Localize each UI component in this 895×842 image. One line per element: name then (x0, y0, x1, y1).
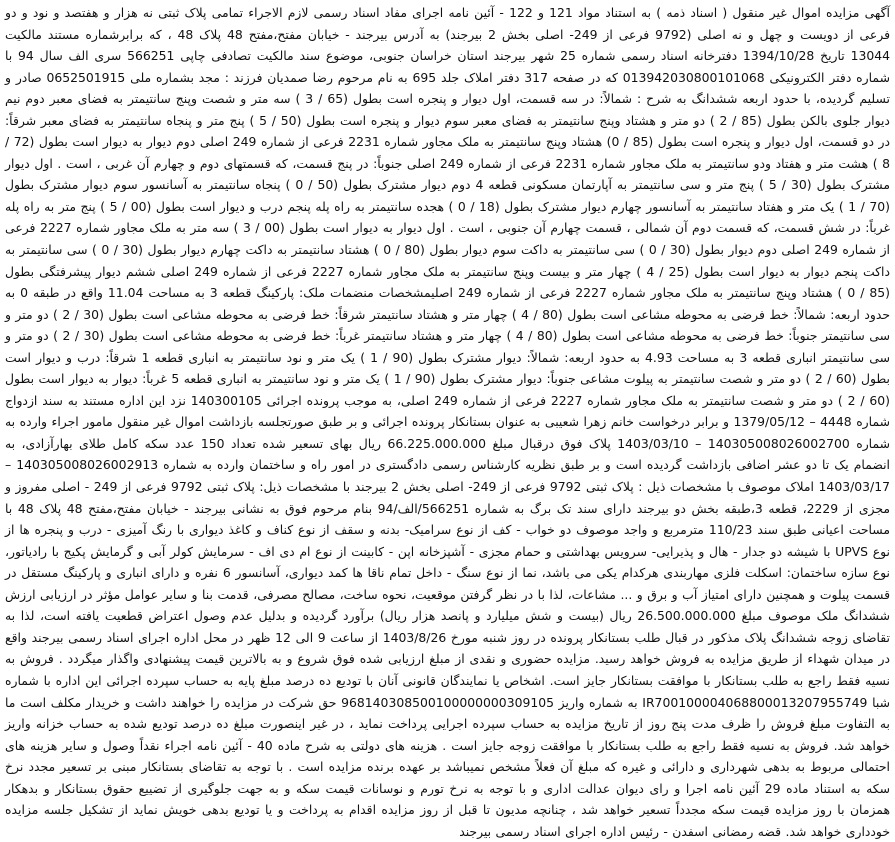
notice-body-text: آگهی مزایده اموال غیر منقول ( اسناد ذمه ) به استناد مواد 121 و 122 - آئین نامه اجرای مفاد اسناد رسمی لازم الاجراء تمامی پلاک ثبتی نه هزار و هفتصد و نود و دو فرعی از دویست و چهل و نه اصلی (9792 فرعی از 249- اصلی بخش 2 بیرجند) به آدرس بیرجند - خیابان مفتح،مفتح 48 پلاک 48 ، که برابرشماره مستند مالکیت 13044 تاریخ 1394/10/28 دفترخانه اسناد رسمی شماره 25 شهر بیرجند استان خراسان جنوبی، موضوع سند مالکیت تصادفی چاپی 566251 سری الف سال 94 با شماره دفتر الکترونیکی 013942030800101068 که در صفحه 317 دفتر املاک جلد 695 به نام مرحوم رضا صمدیان فرزند : مجد بشماره ملی 0652501915 صادر و تسلیم گردیده، با حدود اربعه ششدانگ به شرح : شمالاً: در سه قسمت، اول دیوار و پنجره است بطول (65 / 3 ) سه متر و شصت وپنج سانتیمتر به فضای معبر دوم نیم دیوار جلوی بالکن بطول (85 / 2 ) دو متر و هشتاد وپنج سانتیمتر به فضای معبر سوم دیوار و پنجره است بطول (50 / 5 ) پنج متر و پنجاه سانتیمتر به فضای معبر شرقاً: در دو قسمت، اول دیوار و پنجره است بطول (85 / 0) هشتاد وپنج سانتیمتر به ملک مجاور شماره 2231 فرعی از شماره 249 اصلی دوم دیوار به دیوار است بطول (72 / 8 ) هشت متر و هفتاد ودو سانتیمتر به ملک مجاور شماره 2231 فرعی از شماره 249 اصلی جنوباً: در پنج قسمت، که قسمتهای دوم و چهارم آن غربی ، است . اول دیوار مشترک بطول (30 / 5 ) پنج متر و سی سانتیمتر به آپارتمان مسکونی قطعه 4 دوم دیوار مشترک بطول (50 / 0 ) پنجاه سانتیمتر به آسانسور سوم دیوار مشترک بطول (70 / 1 ) یک متر و هفتاد سانتیمتر به آسانسور چهارم دیوار مشترک بطول (18 / 0 ) هجده سانتیمتر به راه پله پنجم درب و دیوار است بطول (00 / 5 ) پنج متر به راه پله غرباً: در شش قسمت، که قسمت دوم آن شمالی ، قسمت چهارم آن جنوبی ، است . اول دیوار به دیوار است بطول (00 / 3 ) سه متر به ملک مجاور شماره 2227 فرعی از شماره 249 اصلی دوم دیوار بطول (30 / 0 ) سی سانتیمتر به داکت سوم دیوار بطول (80 / 0 ) هشتاد سانتیمتر به داکت چهارم دیوار بطول (30 / 0 ) سی سانتیمتر به داکت پنجم دیوار به دیوار است بطول (25 / 4 ) چهار متر و بیست وپنج سانتیمتر به ملک مجاور شماره 2227 فرعی از شماره 249 اصلی ششم دیوار پیشرفتگی بطول (85 / 0 ) هشتاد وپنج سانتیمتر به ملک مجاور شماره 2227 فرعی از شماره 249 اصلیمشخصات منضمات ملک: پارکینگ قطعه 3 به مساحت 11.04 واقع در طبقه 0 به حدود اربعه: شمالاً: خط فرضی به محوطه مشاعی است بطول (80 / 4 ) چهار متر و هشتاد سانتیمتر شرقاً: خط فرضی به محوطه مشاعی است بطول (30 / 2 ) دو متر و سی سانتیمتر جنوباً: خط فرضی به محوطه مشاعی است بطول (80 / 4 ) چهار متر و هشتاد سانتیمتر غرباً: خط فرضی به محوطه مشاعی است بطول (30 / 2 ) دو متر و سی سانتیمتر انباری قطعه 3 به مساحت 4.93 به حدود اربعه: شمالاً: دیوار مشترک بطول (90 / 1 ) یک متر و نود سانتیمتر به انباری قطعه 1 شرقاً: درب و دیوار است بطول (60 / 2 ) دو متر و شصت سانتیمتر به پیلوت مشاعی جنوباً: دیوار مشترک بطول (90 / 1 ) یک متر و نود سانتیمتر به انباری قطعه 5 غرباً: دیوار به دیوار است بطول (60 / 2 ) دو متر و شصت سانتیمتر به ملک مجاور شماره 2227 فرعی از شماره 249 اصلی، به موجب پرونده اجرائی 140300105 نزد این اداره مستند به سند ازدواج شماره 4448 – 1379/05/12 و برابر درخواست خانم زهرا شعیبی به عنوان بستانکار پرونده اجرائی و بر طبق صورتجلسه بازداشت اموال غیر منقول مامور اجراء وارده به شماره 140305008026002700 – 1403/03/10 پلاک فوق درقبال مبلغ 66.225.000.000 ریال بهای تسعیر شده تعداد 150 عدد سکه کامل طلای بهارآزادی، به انضمام یک تا دو عشر اضافی بازداشت گردیده است و بر طبق نظریه کارشناس رسمی دادگستری در امور راه و ساختمان وارده به شماره 140305008026002913 – 1403/03/17 املاک موصوف با مشخصات ذیل : پلاک ثبتی 9792 فرعی از 249- اصلی بخش 2 بیرجند با مشخصات ذیل: پلاک ثبتی 9792 فرعی از 249 - اصلی مفروز و مجزی از 2229، قطعه 3،طبقه بخش دو بیرجند دارای سند تک برگ به شماره 566251/الف/94 بنام مرحوم فوق به نشانی بیرجند - خیابان مفتح،مفتح 48 پلاک 48 با مساحت اعیانی طبق سند 110/23 مترمربع و واجد موصوف دو خواب - کف از نوع سرامیک- بدنه و سقف از نوع کناف و کاغذ دیواری با رنگ آمیزی - درب و پنجره ها از نوع UPVS با شیشه دو جدار - هال و پذیرایی- سرویس بهداشتی و حمام مجزی - آشپزخانه اپن - کابینت از نوع ام دی اف - سرمایش کولر آبی و گرمایش پکیج با رادیاتور، نوع سازه ساختمان: اسکلت فلزی مهاربندی هرکدام یکی می باشد، نما از نوع سنگ - داخل تمام ناقا ها کمد دیواری، آسانسور 6 نفره و دارای انباری و پارکینگ مستقل در قسمت پیلوت و همچنین دارای امتیاز آب و برق و ... مشاعات، لذا با در نظر گرفتن موقعیت، نحوه ساخت، مصالح مصرفی، قدمت بنا و سایر عوامل مؤثر در ارزیابی ارزش ششدانگ ملک موصوف مبلغ 26.500.000.000 ریال (بیست و شش میلیارد و پانصد هزار ریال) برآورد گردیده و بدلیل عدم وصول اعتراض قطعیت یافته است، لذا به تقاضای زوجه ششدانگ پلاک مذکور در قبال طلب بستانکار پرونده در روز شنبه مورخ 1403/8/26 از ساعت 9 الی 12 ظهر در محل اداره اجرای اسناد رسمی بیرجند واقع در میدان شهداء از طریق مزایده به فروش خواهد رسید. مزایده حضوری و نقدی از مبلغ ارزیابی شده فوق شروع و به بالاترین قیمت پیشنهادی واگذار میگردد . فروش به نسیه فقط راجع به طلب بستانکار با موافقت بستانکار جایز است. اشخاص یا نمایندگان قانونی آنان با تودیع ده درصد مبلغ پایه به حساب سپرده اجرائی این اداره با شماره شبا IR700100004068800013207955749 به شماره واریز 968140308500100000000309105 حق شرکت در مزایده را خواهند داشت و خریدار مکلف است ما به التفاوت مبلغ فروش را ظرف مدت پنج روز از تاریخ مزایده به حساب سپرده اجرایی پرداخت نماید ، در غیر اینصورت مبلغ ده درصد تودیع شده به حساب خزانه واریز خواهد شد. فروش به نسیه فقط راجع به طلب بستانکار با موافقت زوجه جایز است . هزینه های دولتی به شرح ماده 40 - آئین نامه اجراء نقداً وصول و سایر هزینه های احتمالی مربوط به بدهی شهرداری و دارائی و غیره که مبلغ آن فعلاً مشخص نمیباشد بر عهده برنده مزایده است . با توجه به تقاضای بستانکار مبنی بر تسعیر مجدد نرخ سکه به استناد ماده 29 آئین نامه اجرا و رای دیوان عدالت اداری و با توجه به نرخ تورم و نوسانات قیمت سکه و به جهت جلوگیری از تضییع حقوق بستانکار و بدهکار همزمان با روز مزایده قیمت سکه مجدداً تسعیر خواهد شد ، چنانچه مدیون تا قبل از روز مزایده اقدام به پرداخت و یا تودیع بدهی خویش نماید از تشکیل جلسه مزایده خودداری خواهد شد. قضه رمضانی اسفدن - رئیس اداره اجرای اسناد رسمی بیرجند (5, 5, 891, 839)
